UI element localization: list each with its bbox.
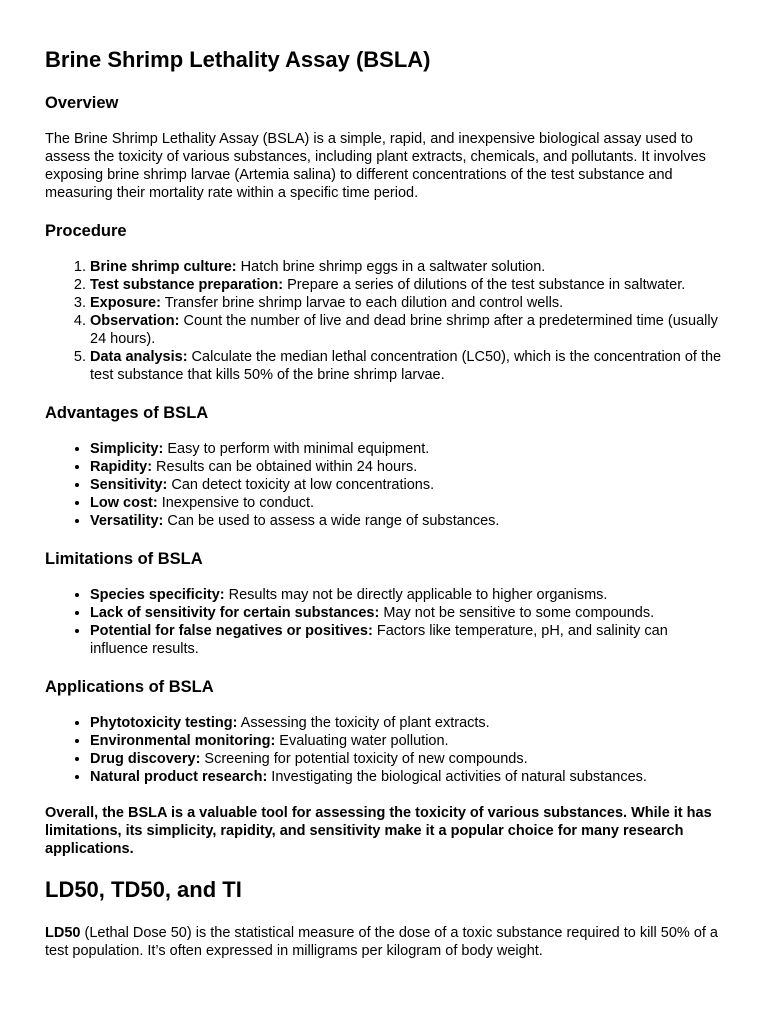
advantage-item (90, 440, 723, 458)
conclusion-paragraph: Overall, the BSLA is a valuable tool for assessing the toxicity of various substances. While it has limitations, its simplicity, rapidity, and sensitivity make it a popular choice for many research applications. (45, 805, 712, 857)
limitation-term: Potential for false negatives or positives: (90, 623, 373, 639)
limitation-item (90, 604, 723, 622)
procedure-item (90, 348, 723, 384)
section2-heading: LD50, TD50, and TI (45, 877, 242, 902)
advantage-item (90, 458, 723, 476)
procedure-term: Data analysis: (90, 349, 188, 365)
ld50-term: LD50 (45, 925, 81, 941)
procedure-list (45, 258, 723, 384)
advantage-text: Can be used to assess a wide range of substances. (163, 513, 500, 529)
limitation-item (90, 622, 723, 658)
application-text: Screening for potential toxicity of new compounds. (200, 751, 528, 767)
advantage-text: Easy to perform with minimal equipment. (163, 441, 430, 457)
procedure-term: Observation: (90, 313, 180, 329)
procedure-text: Calculate the median lethal concentration (LC50), which is the concentration of the test substance that kills 50% of the brine shrimp larvae. (90, 349, 722, 383)
advantage-term: Sensitivity: (90, 477, 168, 493)
application-item (90, 714, 723, 732)
procedure-item (90, 276, 723, 294)
advantage-text: Results can be obtained within 24 hours. (152, 459, 418, 475)
advantage-item (90, 476, 723, 494)
procedure-text: Transfer brine shrimp larvae to each dilution and control wells. (160, 295, 564, 311)
advantage-term: Simplicity: (90, 441, 164, 457)
procedure-term: Brine shrimp culture: (90, 259, 237, 275)
limitation-term: Species specificity: (90, 587, 225, 603)
applications-list (45, 714, 723, 786)
limitations-heading: Limitations of BSLA (45, 550, 203, 568)
ld50-paragraph (45, 924, 723, 960)
procedure-item (90, 312, 723, 348)
advantage-item (90, 512, 723, 530)
procedure-text: Count the number of live and dead brine shrimp after a predetermined time (usually 24 hours). (90, 313, 718, 347)
applications-heading: Applications of BSLA (45, 678, 214, 696)
procedure-item (90, 294, 723, 312)
limitation-text: Factors like temperature, pH, and salinity can influence results. (90, 623, 668, 657)
limitations-list (45, 586, 723, 658)
overview-heading: Overview (45, 94, 119, 112)
application-text: Evaluating water pollution. (275, 733, 449, 749)
overview-text: The Brine Shrimp Lethality Assay (BSLA) is a simple, rapid, and inexpensive biological assay used to assess the toxicity of various substances, including plant extracts, chemicals, and pollutants. It involves exposing brine shrimp larvae (Artemia salina) to different concentrations of the test substance and measuring their mortality rate within a specific time period. (45, 131, 706, 201)
advantage-item (90, 494, 723, 512)
procedure-text: Hatch brine shrimp eggs in a saltwater solution. (236, 259, 546, 275)
advantages-heading: Advantages of BSLA (45, 404, 209, 422)
advantage-text: Can detect toxicity at low concentrations. (167, 477, 435, 493)
procedure-term: Test substance preparation: (90, 277, 284, 293)
advantage-term: Low cost: (90, 495, 158, 511)
application-term: Natural product research: (90, 769, 268, 785)
limitation-item (90, 586, 723, 604)
advantage-term: Versatility: (90, 513, 164, 529)
limitation-text: Results may not be directly applicable to higher organisms. (224, 587, 608, 603)
application-item (90, 768, 723, 786)
application-item (90, 732, 723, 750)
limitation-term: Lack of sensitivity for certain substances: (90, 605, 380, 621)
ld50-text: (Lethal Dose 50) is the statistical measure of the dose of a toxic substance required to kill 50% of a test population. It’s often expressed in milligrams per kilogram of body weight. (45, 925, 719, 959)
application-text: Investigating the biological activities of natural substances. (267, 769, 647, 785)
procedure-item (90, 258, 723, 276)
application-item (90, 750, 723, 768)
procedure-heading: Procedure (45, 222, 127, 240)
application-term: Phytotoxicity testing: (90, 715, 238, 731)
advantage-text: Inexpensive to conduct. (157, 495, 315, 511)
application-term: Environmental monitoring: (90, 733, 276, 749)
application-text: Assessing the toxicity of plant extracts. (237, 715, 490, 731)
application-term: Drug discovery: (90, 751, 201, 767)
limitation-text: May not be sensitive to some compounds. (379, 605, 655, 621)
procedure-text: Prepare a series of dilutions of the test substance in saltwater. (283, 277, 686, 293)
procedure-term: Exposure: (90, 295, 161, 311)
advantage-term: Rapidity: (90, 459, 153, 475)
document-title: Brine Shrimp Lethality Assay (BSLA) (45, 47, 431, 72)
advantages-list (45, 440, 723, 530)
